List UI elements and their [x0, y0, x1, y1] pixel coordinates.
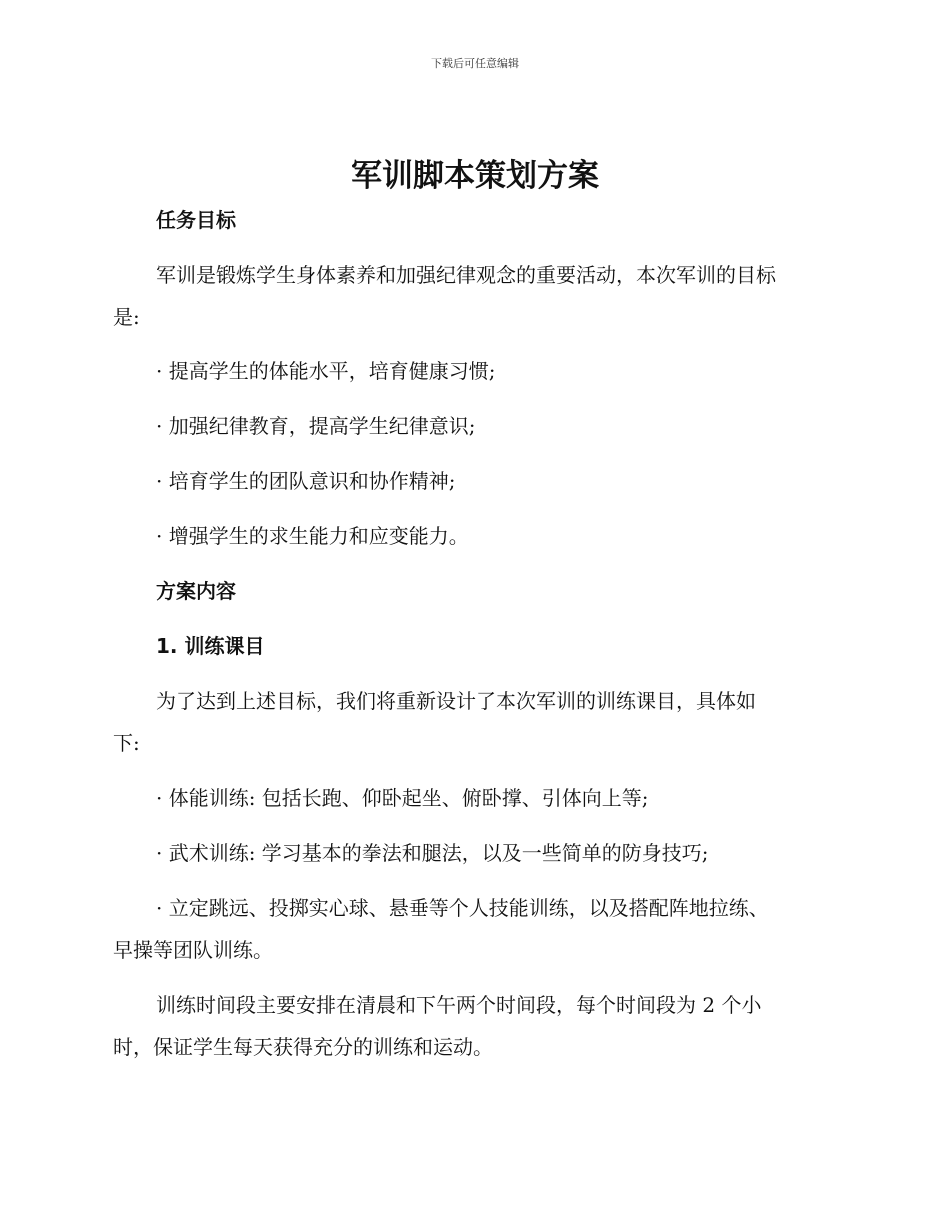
document-title: 军训脚本策划方案 — [351, 158, 599, 194]
list-item: · 提高学生的体能水平，培育健康习惯; — [156, 359, 496, 383]
paragraph-line: 训练时间段主要安排在清晨和下午两个时间段，每个时间段为 2 个小 — [156, 993, 762, 1017]
list-item: · 武术训练: 学习基本的拳法和腿法，以及一些简单的防身技巧; — [156, 841, 709, 865]
list-item: · 加强纪律教育，提高学生纪律意识; — [156, 414, 476, 438]
list-item: · 体能训练: 包括长跑、仰卧起坐、俯卧撑、引体向上等; — [156, 786, 649, 810]
paragraph-line: 下: — [113, 731, 140, 755]
section-heading-plan-content: 方案内容 — [156, 579, 236, 603]
paragraph-line: 是: — [113, 305, 140, 329]
header-note: 下载后可任意编辑 — [431, 57, 519, 70]
list-item: · 增强学生的求生能力和应变能力。 — [156, 524, 469, 548]
paragraph-line: 为了达到上述目标，我们将重新设计了本次军训的训练课目，具体如 — [156, 689, 756, 713]
paragraph-line: 时，保证学生每天获得充分的训练和运动。 — [113, 1035, 493, 1059]
section-heading-task-goals: 任务目标 — [156, 208, 236, 232]
subsection-heading-training: 1. 训练课目 — [156, 634, 265, 658]
paragraph-line: 军训是锻炼学生身体素养和加强纪律观念的重要活动，本次军训的目标 — [156, 263, 776, 287]
list-item: · 立定跳远、投掷实心球、悬垂等个人技能训练，以及搭配阵地拉练、 — [156, 896, 769, 920]
list-item-continuation: 早操等团队训练。 — [113, 938, 273, 962]
list-item: · 培育学生的团队意识和协作精神; — [156, 469, 456, 493]
